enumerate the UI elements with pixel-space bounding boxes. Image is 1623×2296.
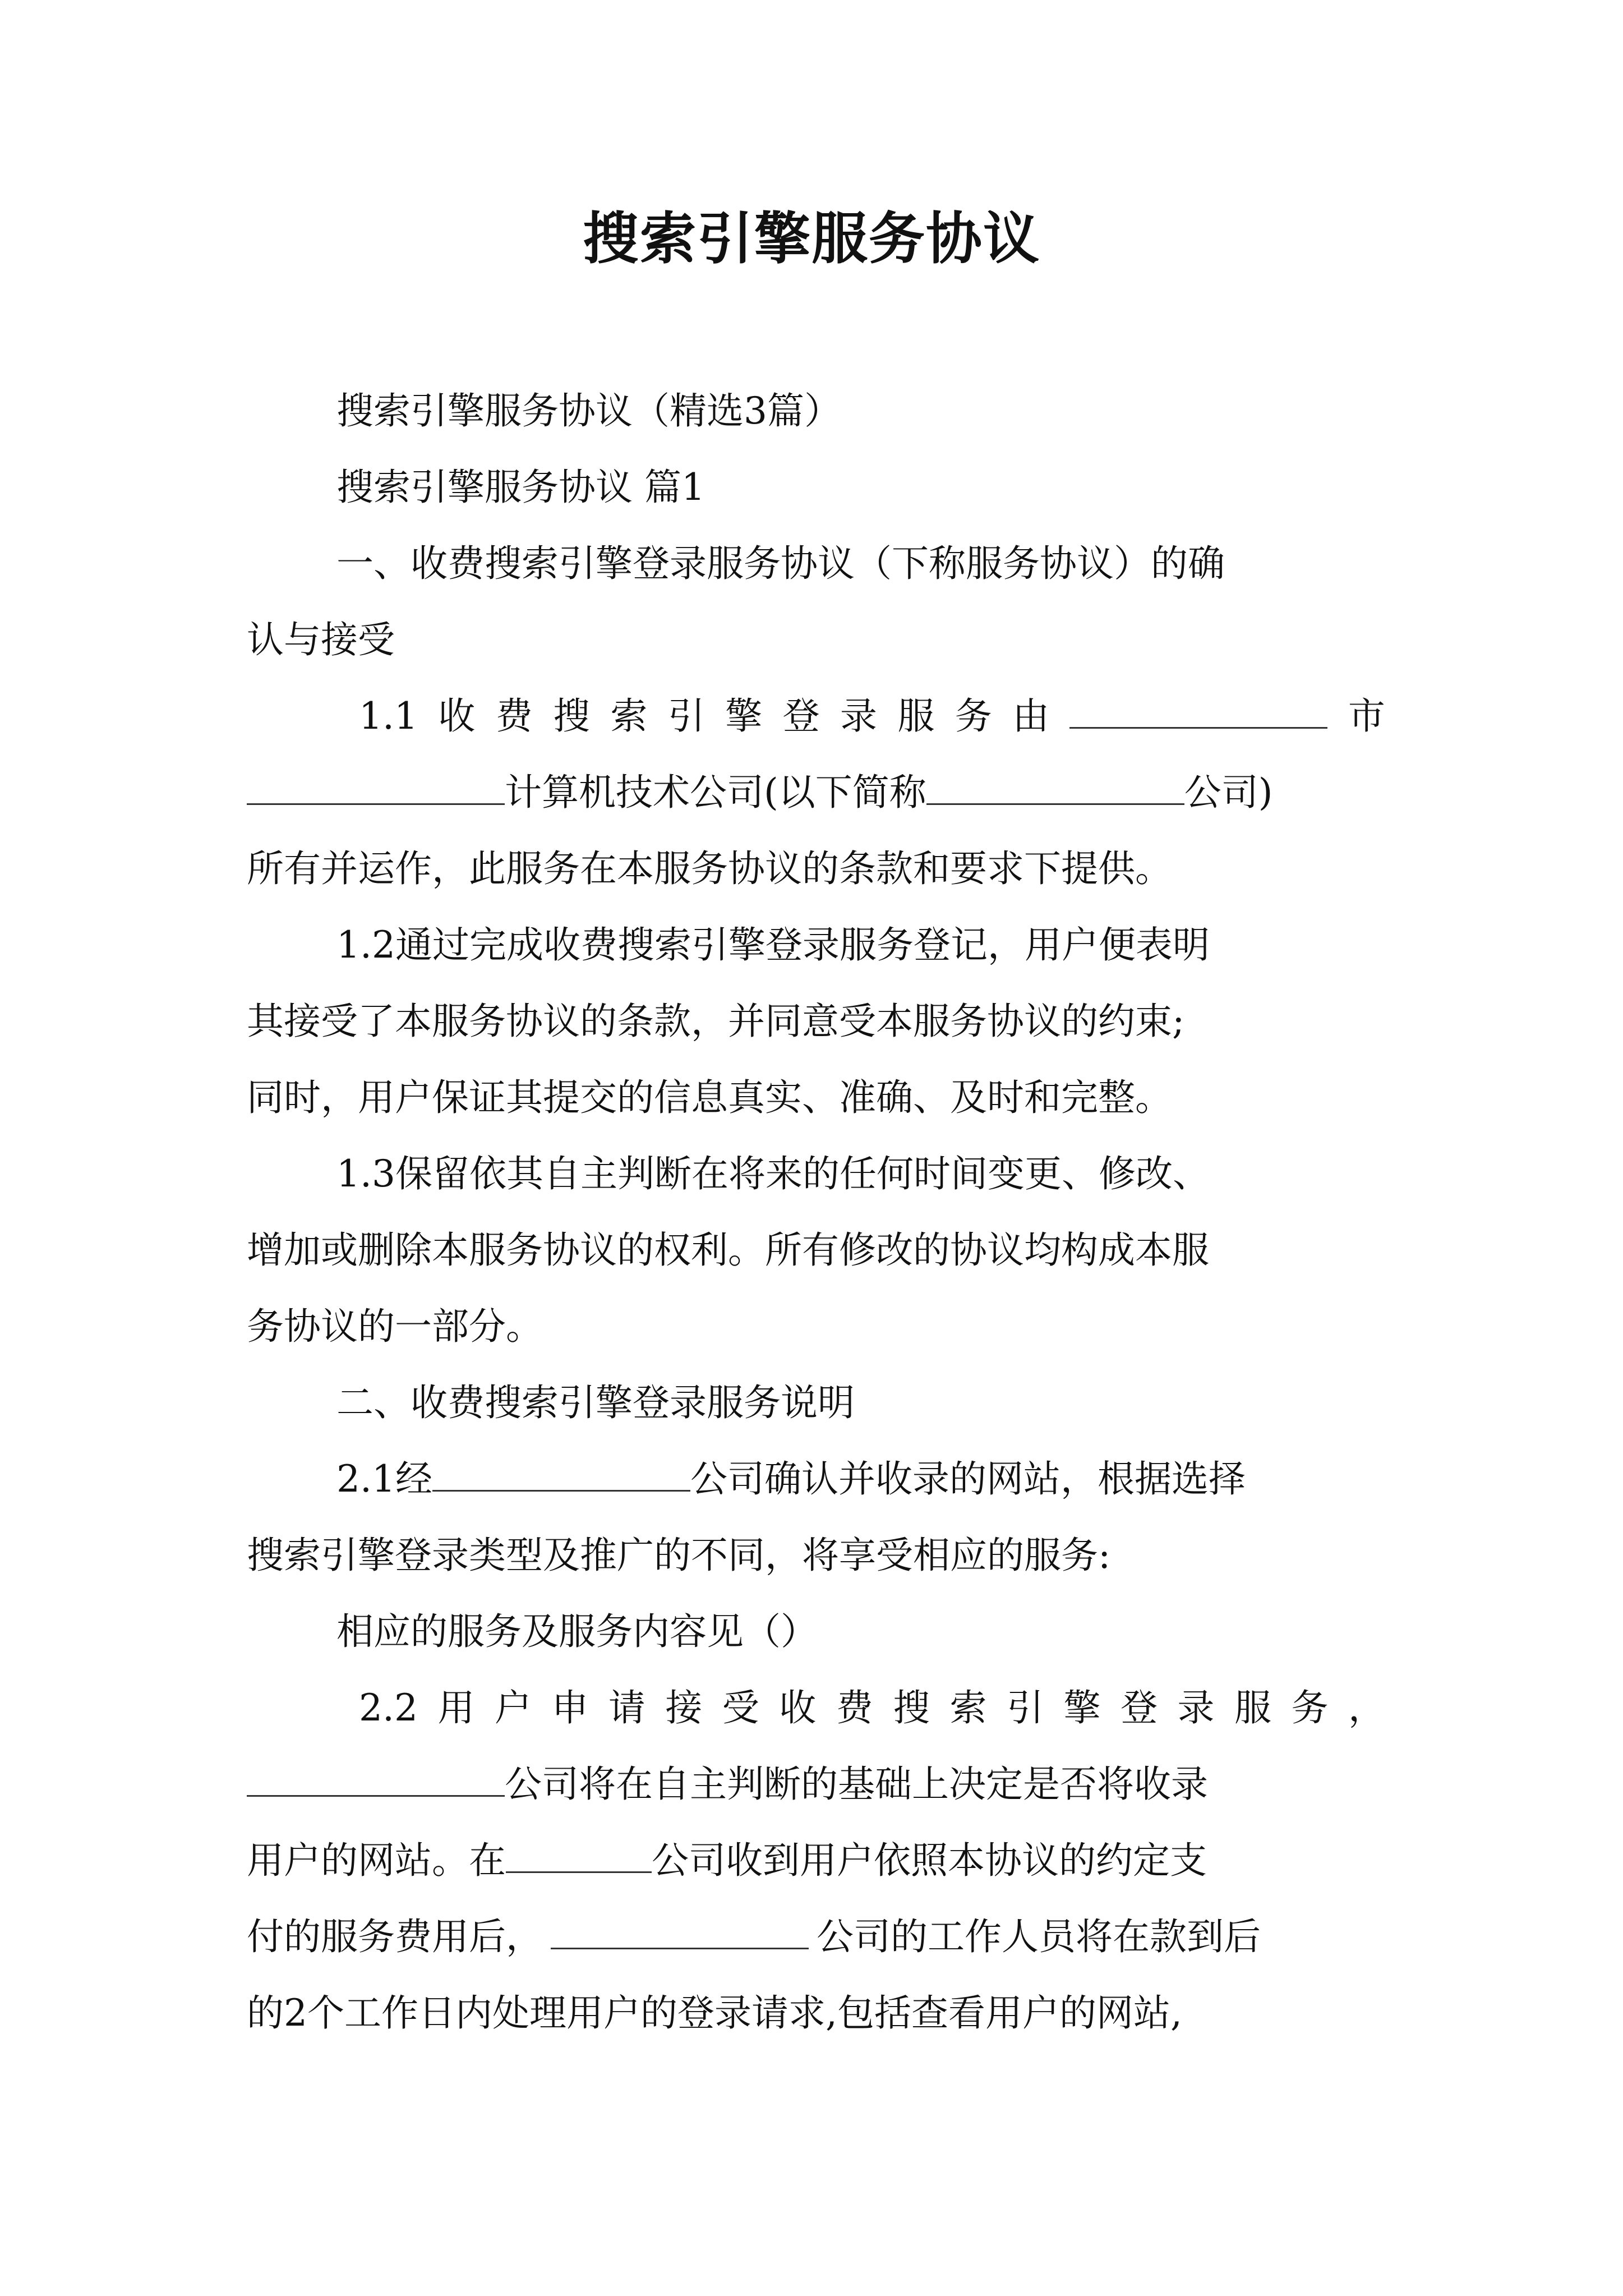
clause-1-1-word: 由: [1012, 694, 1050, 738]
clause-2-2-word: 擎: [1063, 1686, 1101, 1729]
clause-2-2-word: 费: [836, 1686, 873, 1729]
section-1-heading: 一、收费搜索引擎登录服务协议（下称服务协议）的确: [336, 542, 1225, 585]
clause-2-2-word: 引: [1007, 1686, 1044, 1729]
clause-1-1-company-text: 计算机技术公司(以下简称: [505, 771, 926, 814]
clause-1-1-word: 登: [782, 694, 820, 738]
clause-2-1-line-1: [247, 1441, 1385, 1517]
section-1-heading-continued: 认与接受: [247, 618, 395, 661]
clause-2-2-line-4: [247, 1899, 1385, 1975]
clause-1-1-word: 1.1: [359, 694, 418, 738]
clause-2-2-word: 用: [437, 1686, 475, 1729]
blank-field: [926, 770, 1184, 805]
services-note: 相应的服务及服务内容见（）: [336, 1610, 818, 1653]
clause-2-2-word: 2.2: [359, 1686, 418, 1729]
clause-1-3-line-1: 1.3保留依其自主判断在将来的任何时间变更、修改、: [336, 1152, 1210, 1195]
clause-2-2-word: 登: [1121, 1686, 1158, 1729]
clause-2-2-text: 公司将在自主判断的基础上决定是否将收录: [505, 1763, 1208, 1806]
clause-2-2-line-1: [247, 1670, 1385, 1746]
clause-2-2-word: 录: [1177, 1686, 1215, 1729]
clause-2-2-line-3: [247, 1823, 1385, 1899]
clause-2-1-text: 公司确认并收录的网站，根据选择: [690, 1457, 1246, 1501]
clause-2-1-line-2: 搜索引擎登录类型及推广的不同，将享受相应的服务:: [247, 1534, 1111, 1577]
clause-1-1-word: 务: [955, 694, 992, 738]
clause-1-1-line-3: 所有并运作，此服务在本服务协议的条款和要求下提供。: [247, 847, 1172, 890]
blank-field: [247, 770, 505, 805]
clause-1-2-line-1: 1.2通过完成收费搜索引擎登录服务登记，用户便表明: [336, 923, 1210, 967]
clause-1-1-word: 收: [438, 694, 476, 738]
blank-field: [247, 1761, 505, 1797]
clause-1-3-line-3: 务协议的一部分。: [247, 1305, 543, 1348]
document-title: 搜索引擎服务协议: [583, 205, 1040, 272]
clause-1-3-line-2: 增加或删除本服务协议的权利。所有修改的协议均构成本服: [247, 1228, 1209, 1272]
clause-2-2-word: 受: [722, 1686, 759, 1729]
clause-2-2-line-5: 的2个工作日内处理用户的登录请求,包括查看用户的网站,: [247, 1991, 1182, 2035]
clause-2-2-word: 搜: [893, 1686, 930, 1729]
clause-1-1-word: 服: [897, 694, 935, 738]
blank-field: [1069, 693, 1327, 729]
clause-2-2-line-2: [247, 1746, 1385, 1823]
clause-2-2-word: 户: [494, 1686, 532, 1729]
clause-1-1-line-2: [247, 754, 1385, 831]
clause-2-2-word: 申: [551, 1686, 589, 1729]
part-heading: 搜索引擎服务协议 篇1: [336, 466, 705, 509]
clause-1-1-word: 录: [840, 694, 877, 738]
clause-2-2-word: 收: [779, 1686, 817, 1729]
clause-1-1-word: 引: [667, 694, 705, 738]
blank-field: [506, 1838, 652, 1873]
clause-2-2-word: 服: [1234, 1686, 1271, 1729]
clause-2-2-word: 务: [1291, 1686, 1329, 1729]
clause-1-2-line-3: 同时，用户保证其提交的信息真实、准确、及时和完整。: [247, 1076, 1172, 1119]
clause-1-1-city: 市: [1348, 694, 1385, 738]
clause-2-2-text: 付的服务费用后，: [247, 1915, 543, 1958]
blank-field: [551, 1914, 809, 1949]
section-2-heading: 二、收费搜索引擎登录服务说明: [336, 1381, 855, 1424]
subtitle: 搜索引擎服务协议（精选3篇）: [336, 389, 841, 432]
clause-2-2-text: 公司的工作人员将在款到后: [817, 1915, 1261, 1958]
clause-1-1-company-suffix: 公司): [1184, 771, 1273, 814]
clause-1-1-line-1: [247, 678, 1385, 754]
clause-2-2-text: 公司收到用户依照本协议的约定支: [652, 1839, 1207, 1882]
clause-2-1-lead: 2.1经: [336, 1457, 432, 1501]
clause-1-1-word: 搜: [553, 694, 591, 738]
clause-1-1-word: 索: [610, 694, 648, 738]
clause-1-2-line-2: 其接受了本服务协议的条款，并同意受本服务协议的约束;: [247, 1000, 1185, 1043]
clause-2-2-word: 接: [665, 1686, 703, 1729]
clause-2-2-text: 用户的网站。在: [247, 1839, 506, 1882]
blank-field: [432, 1456, 690, 1492]
clause-2-2-word: 索: [949, 1686, 987, 1729]
clause-1-1-word: 费: [495, 694, 533, 738]
clause-1-1-word: 擎: [725, 694, 763, 738]
clause-2-2-word: 请: [608, 1686, 645, 1729]
document-body: [247, 373, 1385, 2051]
clause-2-2-word: ，: [1348, 1686, 1385, 1729]
